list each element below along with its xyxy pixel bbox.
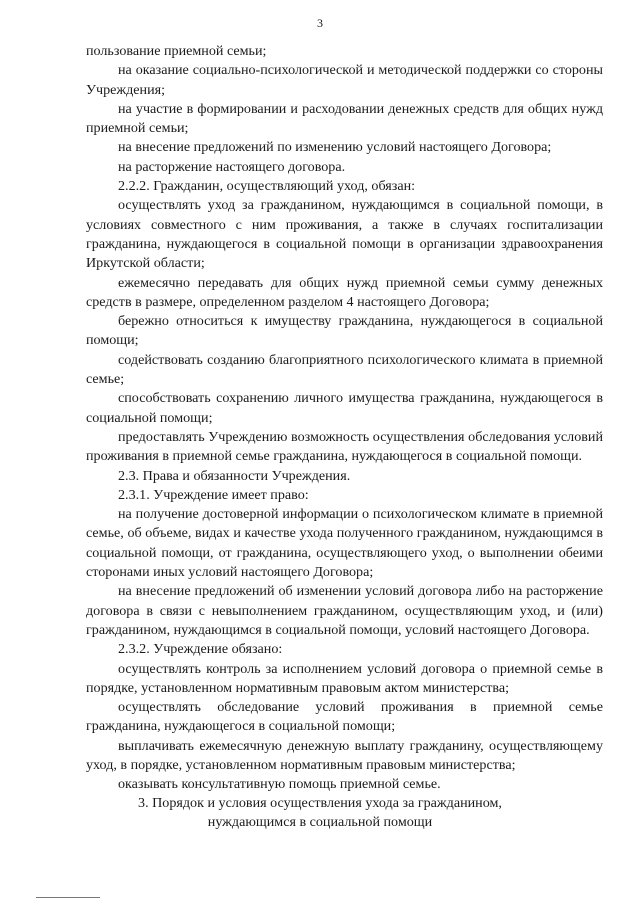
footer-rule: [36, 897, 100, 898]
paragraph: предоставлять Учреждению возможность осуществления обследования условий проживания в приемной семье гражданина, нуждающегося в социальной помощи.: [86, 428, 603, 465]
paragraph: 2.2.2. Гражданин, осуществляющий уход, обязан:: [118, 178, 416, 195]
document-body: [86, 42, 603, 795]
paragraph: на оказание социально-психологической и методической поддержки со стороны Учреждения;: [86, 62, 603, 98]
section-heading-line-2: нуждающимся в социальной помощи: [207, 814, 433, 831]
paragraph: оказывать консультативную помощь приемной семье.: [118, 776, 441, 793]
paragraph: выплачивать ежемесячную денежную выплату гражданину, осуществляющему уход, в порядке, установленном нормативным правовым министерства;: [86, 737, 603, 773]
paragraph: на получение достоверной информации о психологическом климате в приемной семье, об объеме, видах и качестве ухода полученного гражданином, нуждающимся в социальной помощи, от гражданина, осуществляющего уход, о выполнении обеими сторонами иных условий настоящего Договора;: [86, 506, 603, 581]
paragraph: осуществлять уход за гражданином, нуждающимся в социальной помощи, в условиях совместного с ним проживания, а также в случаях госпитализации гражданина, нуждающегося в социальной помощи в организации здравоохранения Иркутской области;: [86, 197, 603, 272]
paragraph: 2.3.1. Учреждение имеет право:: [118, 486, 309, 503]
paragraph: на внесение предложений по изменению условий настоящего Договора;: [118, 139, 552, 156]
paragraph: на расторжение настоящего договора.: [118, 158, 346, 175]
paragraph: 2.3. Права и обязанности Учреждения.: [118, 467, 351, 484]
paragraph: 2.3.2. Учреждение обязано:: [118, 641, 283, 658]
paragraph: пользование приемной семьи;: [86, 43, 267, 59]
paragraph: ежемесячно передавать для общих нужд приемной семьи сумму денежных средств в размере, определенном разделом 4 настоящего Договора;: [86, 274, 603, 310]
paragraph: на участие в формировании и расходовании денежных средств для общих нужд приемной семьи;: [86, 100, 603, 137]
paragraph: осуществлять контроль за исполнением условий договора о приемной семье в порядке, установленном нормативным правовым актом министерства;: [86, 660, 603, 696]
section-heading: [0, 794, 640, 833]
paragraph: содействовать созданию благоприятного психологического климата в приемной семье;: [86, 351, 603, 388]
paragraph: на внесение предложений об изменении условий договора либо на расторжение договора в связи с невыполнением гражданином, осуществляющим уход, и (или) гражданином, нуждающимся в социальной помощи, условий настоящего Договора.: [86, 583, 603, 638]
paragraph: бережно относиться к имуществу гражданина, нуждающегося в социальной помощи;: [86, 313, 603, 349]
page-number: 3: [317, 16, 323, 30]
paragraph: осуществлять обследование условий проживания в приемной семье гражданина, нуждающегося в социальной помощи;: [86, 699, 603, 735]
paragraph: способствовать сохранению личного имущества гражданина, нуждающегося в социальной помощи;: [86, 390, 603, 426]
section-heading-line-1: 3. Порядок и условия осуществления ухода за гражданином,: [138, 795, 502, 811]
